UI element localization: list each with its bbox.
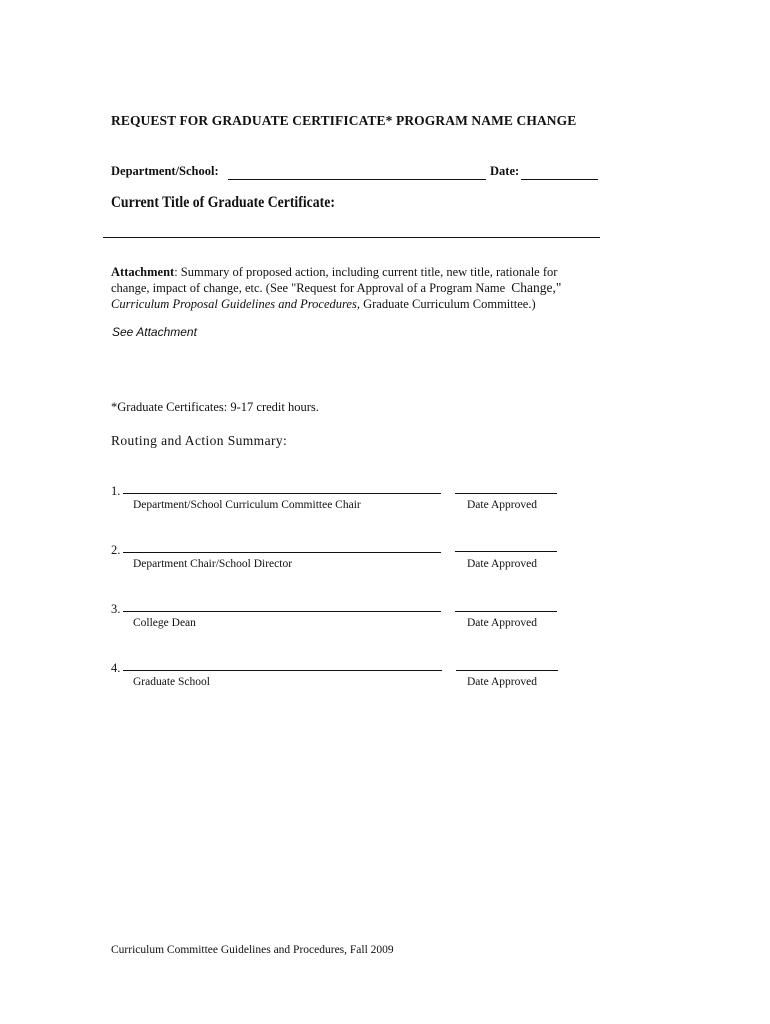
attachment-label: Attachment <box>111 265 175 279</box>
routing-role-3: College Dean <box>133 617 196 629</box>
routing-heading: Routing and Action Summary: <box>111 433 288 448</box>
routing-number-3: 3. <box>111 602 121 616</box>
current-title-field[interactable] <box>103 237 600 238</box>
see-attachment-text: See Attachment <box>112 325 197 339</box>
date-label: Date: <box>490 164 520 178</box>
signature-field-3[interactable] <box>123 611 441 612</box>
credit-hours-note: *Graduate Certificates: 9-17 credit hours. <box>111 400 319 414</box>
routing-number-2: 2. <box>111 543 121 557</box>
attachment-line-2-end: Change," <box>511 280 562 295</box>
signature-field-4[interactable] <box>123 670 442 671</box>
date-approved-label-4: Date Approved <box>467 676 537 688</box>
current-title-label: Current Title of Graduate Certificate: <box>111 194 335 211</box>
routing-role-2: Department Chair/School Director <box>133 558 293 570</box>
routing-number-4: 4. <box>111 661 121 675</box>
attachment-line-1: : Summary of proposed action, including current title, new title, rationale for <box>174 265 558 279</box>
routing-role-1: Department/School Curriculum Committee Chair <box>133 499 361 511</box>
date-approved-label-2: Date Approved <box>467 558 537 570</box>
form-title: REQUEST FOR GRADUATE CERTIFICATE* PROGRAM NAME CHANGE <box>111 113 577 128</box>
date-approved-field-1[interactable] <box>455 493 557 494</box>
date-field[interactable] <box>521 179 598 180</box>
attachment-line-3: Graduate Curriculum Committee.) <box>359 297 536 311</box>
routing-number-1: 1. <box>111 484 121 498</box>
attachment-line-2: change, impact of change, etc. (See "Request for Approval of a Program Name <box>111 281 506 295</box>
date-approved-field-4[interactable] <box>456 670 558 671</box>
date-approved-label-3: Date Approved <box>467 617 537 629</box>
signature-field-1[interactable] <box>123 493 441 494</box>
date-approved-field-2[interactable] <box>455 551 557 552</box>
attachment-paragraph <box>111 264 561 312</box>
page-footer: Curriculum Committee Guidelines and Procedures, Fall 2009 <box>111 944 394 956</box>
date-approved-label-1: Date Approved <box>467 499 537 511</box>
department-label: Department/School: <box>111 164 219 178</box>
signature-field-2[interactable] <box>123 552 441 553</box>
guidelines-reference: Curriculum Proposal Guidelines and Procedures, <box>111 297 360 311</box>
department-field[interactable] <box>228 179 486 180</box>
routing-role-4: Graduate School <box>133 676 210 688</box>
date-approved-field-3[interactable] <box>455 611 557 612</box>
